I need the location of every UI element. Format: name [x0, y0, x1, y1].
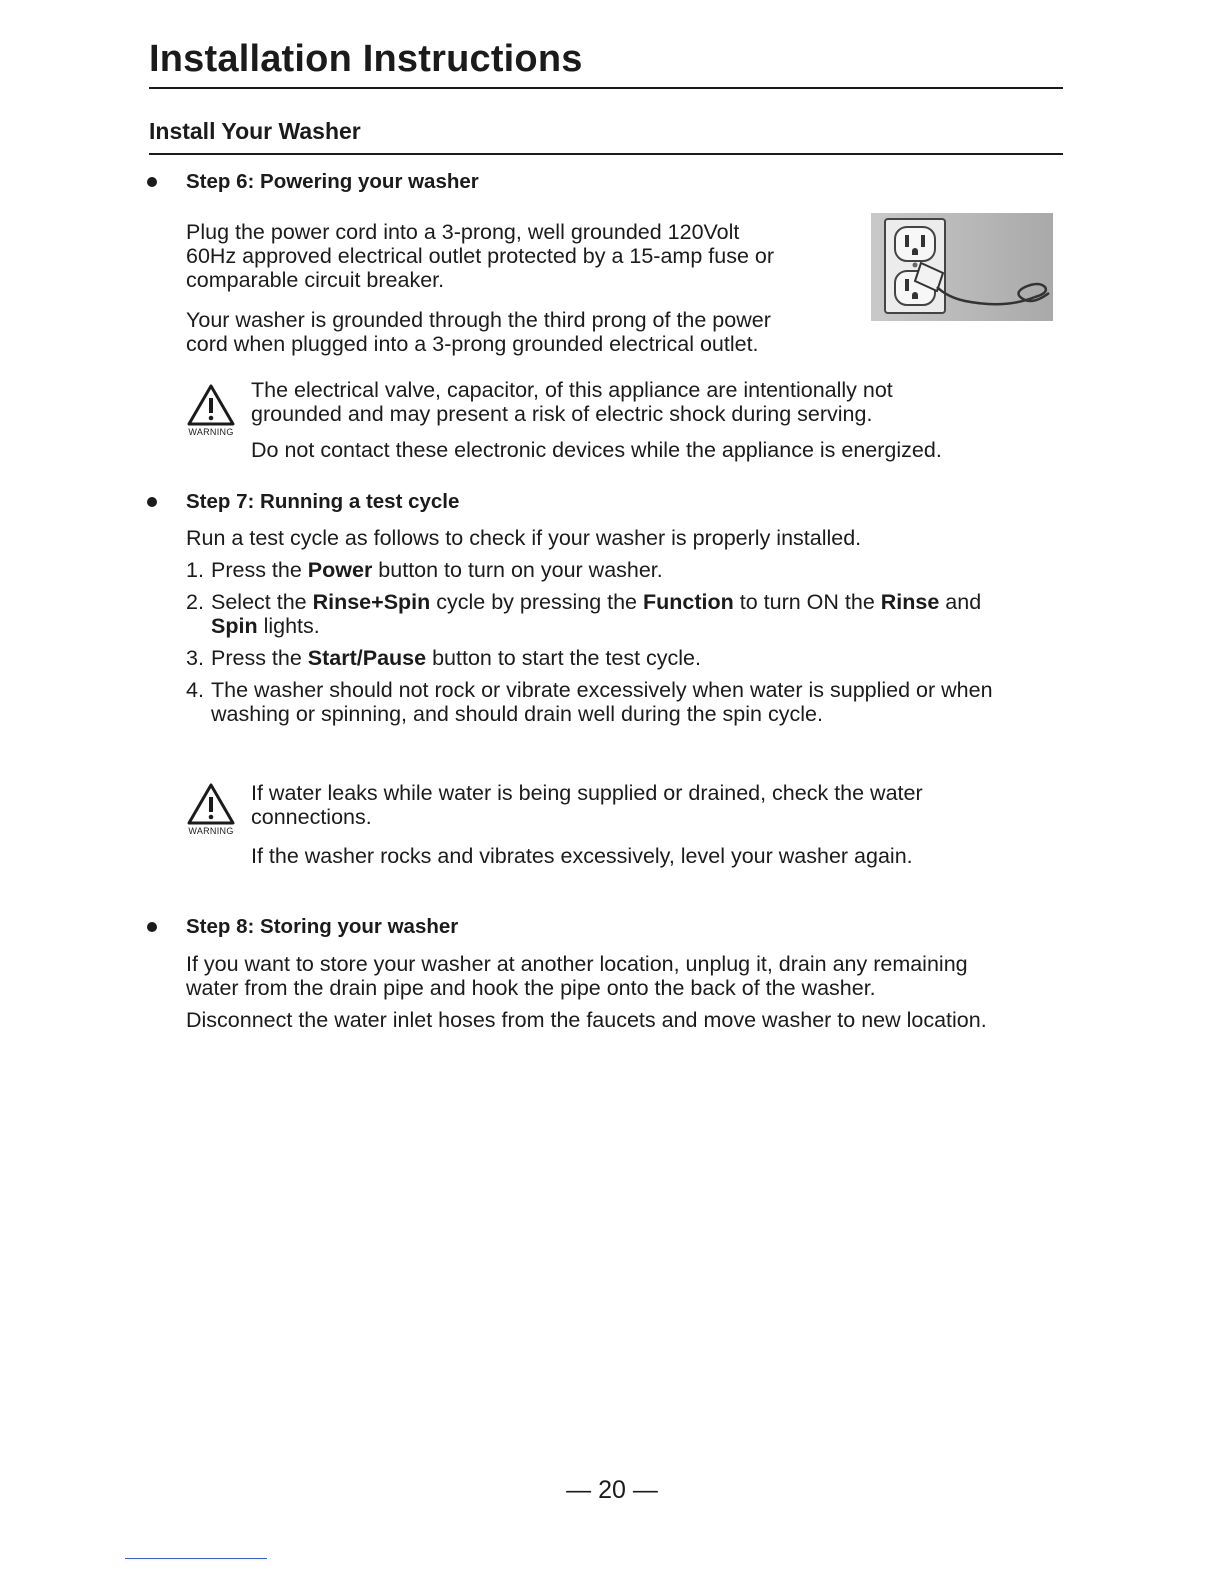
step7-warning-text: If water leaks while water is being supplied or drained, check the water connections. [251, 781, 923, 829]
bullet-step7 [147, 497, 157, 507]
step8-paragraph-1: If you want to store your washer at another location, unplug it, drain any remaining water from the drain pipe and hook the pipe onto the back of the washer. [186, 952, 968, 1000]
step8-title: Step 8: Storing your washer [186, 915, 459, 938]
step6-title: Step 6: Powering your washer [186, 170, 479, 193]
warning-label: WARNING [188, 427, 234, 437]
page-number: — 20 — [566, 1476, 658, 1504]
bullet-step8 [147, 922, 157, 932]
outlet-plug-illustration [871, 213, 1053, 321]
step6-warning-text: The electrical valve, capacitor, of this appliance are intentionally not grounded and may present a risk of electric shock during serving. [251, 378, 893, 426]
step6-warning-note: Do not contact these electronic devices while the appliance is energized. [251, 438, 942, 462]
page-title: Installation Instructions [149, 38, 583, 80]
step6-paragraph-2: Your washer is grounded through the third prong of the power cord when plugged into a 3-prong grounded electrical outlet. [186, 308, 771, 356]
warning-icon [186, 383, 236, 443]
section-heading: Install Your Washer [149, 118, 361, 144]
title-divider [149, 87, 1063, 89]
step7-intro: Run a test cycle as follows to check if your washer is properly installed. [186, 526, 862, 550]
warning-label: WARNING [188, 826, 234, 836]
section-divider [149, 153, 1063, 155]
step7-title: Step 7: Running a test cycle [186, 490, 460, 513]
step6-paragraph-1: Plug the power cord into a 3-prong, well grounded 120Volt 60Hz approved electrical outlet protected by a 15-amp fuse or comparable circuit breaker. [186, 220, 774, 292]
warning-icon [186, 782, 236, 842]
bottom-edge-line [125, 1558, 267, 1559]
step8-paragraph-2: Disconnect the water inlet hoses from the faucets and move washer to new location. [186, 1008, 987, 1032]
step7-warning-note: If the washer rocks and vibrates excessively, level your washer again. [251, 844, 913, 868]
bullet-step6 [147, 177, 157, 187]
